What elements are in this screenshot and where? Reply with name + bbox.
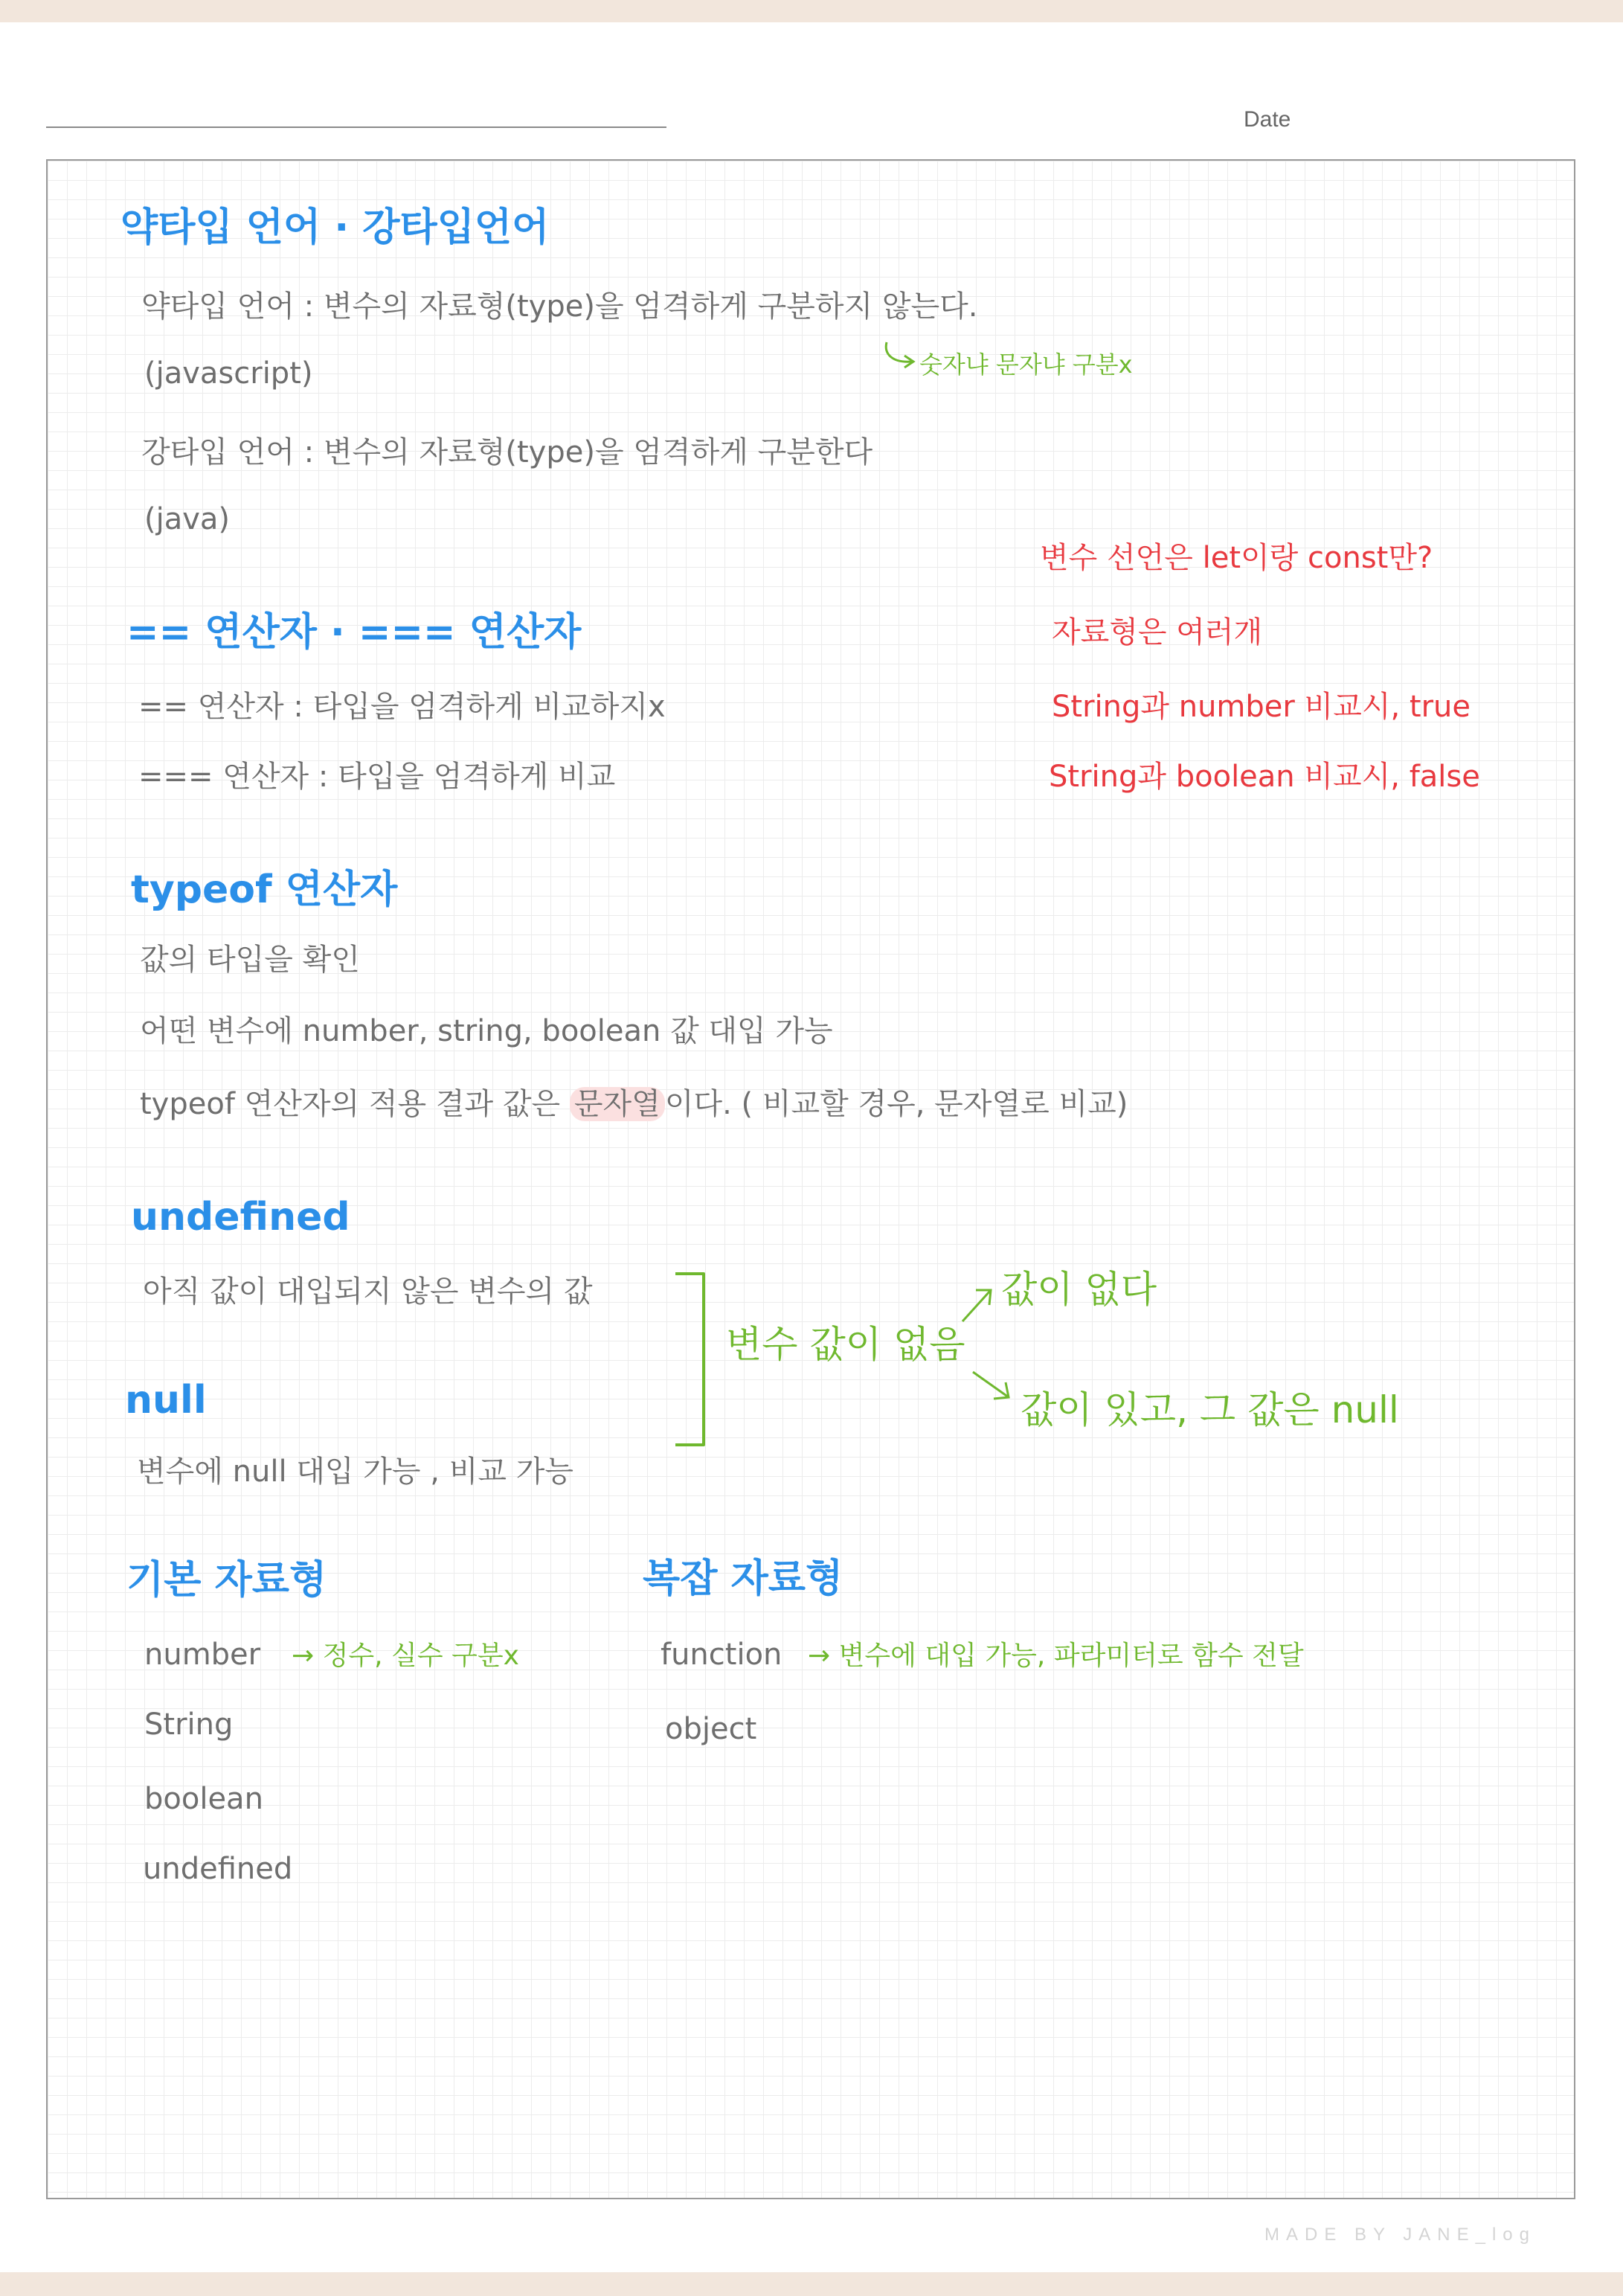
bottom-band [0,2272,1623,2296]
primitive-type-boolean: boolean [144,1782,263,1816]
strict-equality-definition: === 연산자 : 타입을 엄격하게 비교 [138,760,616,794]
arrow-up-right-icon [960,1284,997,1326]
typeof-purpose: 값의 타입을 확인 [140,943,360,977]
top-band [0,0,1623,22]
curved-arrow-icon [882,339,916,369]
no-value-label: 변수 값이 없음 [726,1323,965,1366]
title-line [46,126,666,128]
typeof-heading: typeof 연산자 [131,868,398,912]
weak-typing-note: 숫자냐 문자냐 구분x [919,350,1133,379]
strong-typing-definition: 강타입 언어 : 변수의 자료형(type)을 엄격하게 구분한다 [141,435,873,469]
loose-equality-definition: == 연산자 : 타입을 엄격하게 비교하지x [138,690,666,724]
weak-typing-definition: 약타입 언어 : 변수의 자료형(type)을 엄격하게 구분하지 않는다. [141,289,978,324]
side-note-types: 자료형은 여러개 [1052,615,1263,650]
arrow-down-right-icon [970,1369,1015,1403]
typing-heading: 약타입 언어 · 강타입언어 [120,205,550,250]
function-note: → 변수에 대입 가능, 파라미터로 함수 전달 [808,1641,1304,1671]
undefined-heading: undefined [131,1195,350,1240]
primitive-type-number: number [144,1638,261,1672]
side-note-string-number: String과 number 비교시, true [1052,690,1471,724]
null-heading: null [125,1378,207,1423]
typeof-result-prefix: typeof 연산자의 적용 결과 값은 [140,1087,570,1121]
date-label: Date [1244,107,1291,132]
typeof-result-line [140,1089,1128,1119]
null-description: 변수에 null 대입 가능 , 비교 가능 [137,1455,573,1489]
weak-typing-example: (javascript) [144,356,313,391]
complex-type-object: object [665,1712,757,1746]
side-note-string-boolean: String과 boolean 비교시, false [1049,760,1480,794]
complex-types-heading: 복잡 자료형 [643,1556,843,1601]
bracket-icon [669,1269,714,1451]
footer-credit: MADE BY JANE_log [1264,2225,1536,2245]
typeof-result-highlight: 문자열 [570,1087,665,1121]
side-note-declaration: 변수 선언은 let이랑 const만? [1040,541,1433,575]
primitive-type-undefined: undefined [143,1852,293,1886]
primitive-types-heading: 기본 자료형 [126,1558,327,1603]
typeof-result-suffix: 이다. ( 비교할 경우, 문자열로 비교) [664,1087,1128,1121]
undefined-description: 아직 값이 대입되지 않은 변수의 값 [143,1274,593,1309]
primitive-type-string: String [144,1707,234,1742]
operators-heading: == 연산자 · === 연산자 [126,610,582,655]
branch-no-value: 값이 없다 [1001,1268,1157,1311]
strong-typing-example: (java) [144,502,231,536]
complex-type-function: function [661,1638,782,1672]
number-note: → 정수, 실수 구분x [292,1641,519,1671]
typeof-assignable: 어떤 변수에 number, string, boolean 값 대입 가능 [140,1014,833,1048]
branch-null-value: 값이 있고, 그 값은 null [1021,1388,1399,1431]
